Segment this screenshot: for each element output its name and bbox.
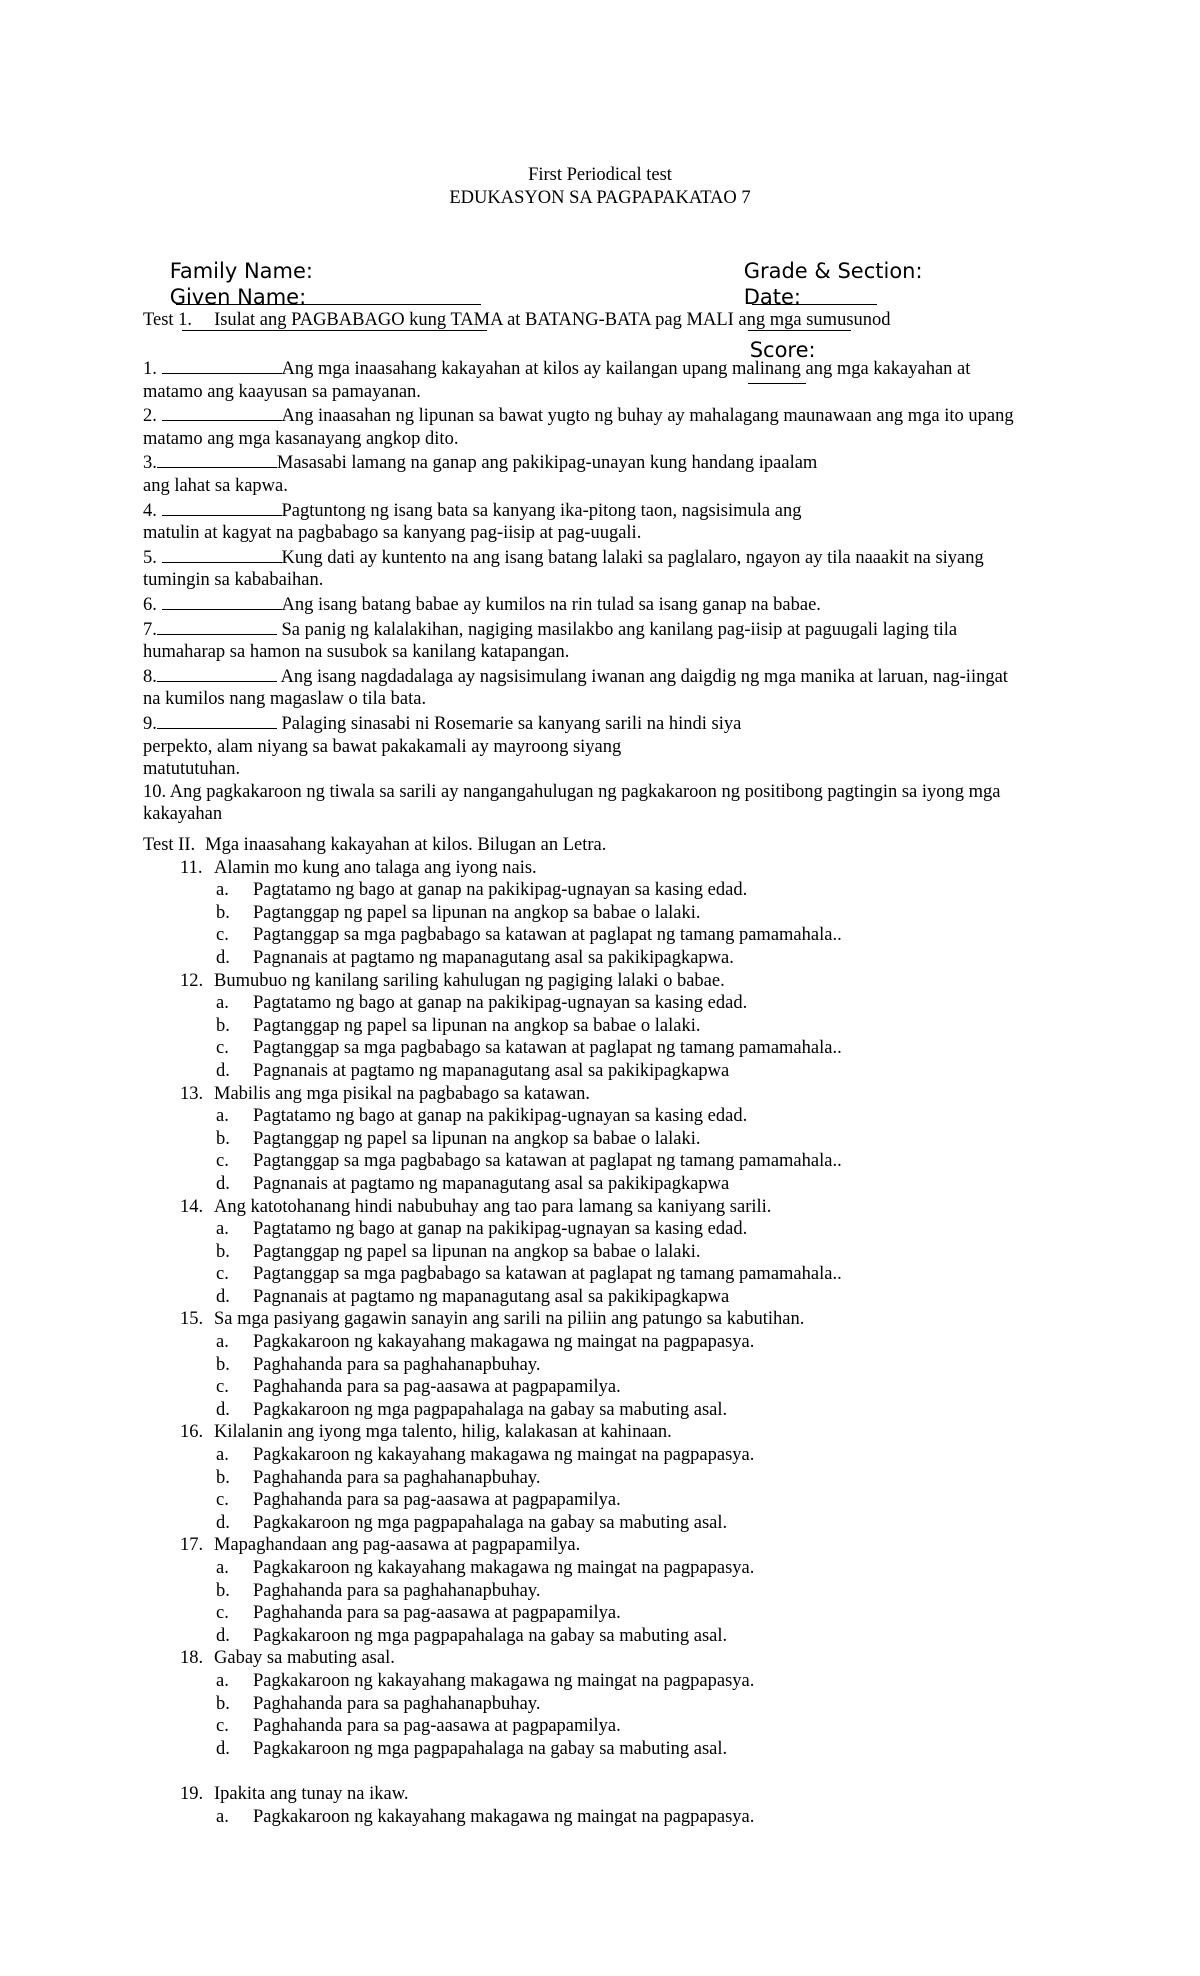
date-label: Date: [743,285,801,309]
option-letter: a. [216,1806,229,1827]
answer-option[interactable] [143,947,1063,970]
answer-option[interactable] [143,1467,1063,1490]
option-text: Pagtanggap ng papel sa lipunan na angkop sa babae o lalaki. [253,902,701,923]
option-text: Paghahanda para sa paghahanapbuhay. [253,1580,541,1601]
question-stem [143,1647,1063,1670]
item-text: Masasabi lamang na ganap ang pakikipag-unayan kung handang ipaalam [276,453,818,474]
answer-option[interactable] [143,1670,1063,1693]
question-number: 11. [180,857,203,878]
question [143,1308,1063,1421]
answer-option[interactable] [143,1150,1063,1173]
answer-option[interactable] [143,1218,1063,1241]
option-text: Pagnanais at pagtamo ng mapanagutang asal sa pakikipagkapwa [253,1286,730,1307]
answer-option[interactable] [143,1512,1063,1535]
test1-item-6 [143,592,1063,617]
option-letter: c. [216,1264,229,1285]
test2-section [143,834,1063,1828]
option-letter: d. [216,1512,230,1533]
option-text: Pagtanggap sa mga pagbabago sa katawan at paglapat ng tamang pamamahala.. [253,1151,842,1172]
option-text: Pagnanais at pagtamo ng mapanagutang asal sa pakikipagkapwa. [253,947,734,968]
option-letter: b. [216,1015,230,1036]
answer-option[interactable] [143,924,1063,947]
answer-blank [162,545,282,563]
exam-subject: EDUKASYON SA PAGPAPAKATAO 7 [449,188,751,208]
item-text: Kung dati ay kuntento na ang isang batang lalaki sa paglalaro, ngayon ay tila naaakit na siyang [281,547,984,568]
question [143,857,1063,970]
answer-blank [162,498,282,516]
item-number: 3. [143,453,157,474]
test1-item-10 [143,781,1063,826]
question-number: 14. [180,1196,204,1217]
option-letter: a. [216,1219,229,1240]
option-letter: b. [216,1128,230,1149]
option-text: Paghahanda para sa pag-aasawa at pagpapamilya. [253,1603,621,1624]
item-number: 6. [143,594,157,615]
option-text: Paghahanda para sa paghahanapbuhay. [253,1693,541,1714]
question [143,1534,1063,1647]
test2-label: Test II. [143,835,196,855]
option-text: Pagtatamo ng bago at ganap na pakikipag-ugnayan sa kasing edad. [253,1106,748,1127]
test2-instruction: Mga inaasahang kakayahan at kilos. Bilugan an Letra. [205,835,607,855]
test1-item-2 [143,403,1063,450]
test1-item-8 [143,664,1063,711]
test1-item-9 [143,711,1063,781]
question-number: 19. [180,1783,204,1804]
item-number: 8. [143,666,157,687]
option-letter: b. [216,1241,230,1262]
question-text: Gabay sa mabuting asal. [214,1648,395,1669]
item-text: Ang mga inaasahang kakayahan at kilos ay kailangan upang malinang ang mga kakayahan at [281,359,971,379]
option-text: Pagkakaroon ng kakayahang makagawa ng maingat na pagpapasya. [253,1558,755,1578]
item-text: matututuhan. [143,759,241,780]
question [143,970,1063,1083]
question-number: 17. [180,1535,204,1556]
question [143,1421,1063,1534]
answer-blank [157,664,277,682]
item-number: 7. [143,619,157,640]
question-stem [143,1083,1063,1106]
question [143,1783,1063,1828]
answer-option[interactable] [143,1399,1063,1422]
option-letter: d. [216,1399,230,1420]
answer-blank [162,403,282,421]
question [143,1083,1063,1196]
option-text: Paghahanda para sa pag-aasawa at pagpapamilya. [253,1490,621,1511]
question-stem [143,1308,1063,1331]
question-stem [143,1534,1063,1557]
option-letter: b. [216,1580,230,1601]
score-label: Score: [749,338,816,362]
option-letter: a. [216,993,229,1014]
answer-option[interactable] [143,1286,1063,1309]
question-text: Mapaghandaan ang pag-aasawa at pagpapamilya. [214,1535,581,1556]
option-text: Paghahanda para sa paghahanapbuhay. [253,1467,541,1488]
option-text: Pagkakaroon ng mga pagpapahalaga na gabay sa mabuting asal. [253,1512,728,1533]
question-text: Alamin mo kung ano talaga ang iyong nais. [214,857,537,878]
answer-option[interactable] [143,992,1063,1015]
question-text: Bumubuo ng kanilang sariling kahulugan ng pagiging lalaki o babae. [214,970,725,991]
item-text: na kumilos nang magaslaw o tila bata. [143,689,427,710]
answer-option[interactable] [143,1331,1063,1354]
answer-option[interactable] [143,1580,1063,1603]
item-text: matamo ang mga kasanayang angkop dito. [143,428,459,449]
test1-item-4 [143,498,1063,545]
option-text: Pagkakaroon ng kakayahang makagawa ng maingat na pagpapasya. [253,1445,755,1466]
item-text: Palaging sinasabi ni Rosemarie sa kanyang sarili na hindi siya [276,713,742,734]
option-text: Pagkakaroon ng kakayahang makagawa ng maingat na pagpapasya. [253,1670,755,1691]
option-letter: c. [216,1377,229,1398]
item-text: ang lahat sa kapwa. [143,475,288,496]
question-stem [143,1421,1063,1444]
answer-option[interactable] [143,1489,1063,1512]
test1-item-7 [143,617,1063,664]
answer-option[interactable] [143,1376,1063,1399]
question-text: Sa mga pasiyang gagawin sanayin ang sarili na piliin ang patungo sa kabutihan. [214,1309,805,1330]
item-text: Ang isang batang babae ay kumilos na rin tulad sa isang ganap na babae. [281,594,821,615]
family-name-label: Family Name: [169,259,313,283]
option-text: Pagtanggap ng papel sa lipunan na angkop sa babae o lalaki. [253,1015,701,1036]
item-text: Pagtuntong ng isang bata sa kanyang ika-pitong taon, nagsisimula ang [281,500,802,521]
option-letter: a. [216,1670,229,1691]
item-number: 1. [143,359,157,379]
question-text: Ang katotohanang hindi nabubuhay ang tao para lamang sa kaniyang sarili. [214,1196,772,1217]
item-number: 9. [143,713,157,734]
answer-option[interactable] [143,1557,1063,1580]
option-text: Pagkakaroon ng kakayahang makagawa ng maingat na pagpapasya. [253,1806,755,1827]
option-letter: d. [216,1060,230,1081]
option-letter: d. [216,1738,230,1759]
question-stem [143,857,1063,880]
option-letter: d. [216,1173,230,1194]
option-letter: c. [216,1490,229,1511]
option-text: Paghahanda para sa pag-aasawa at pagpapamilya. [253,1716,621,1737]
answer-blank [157,711,277,729]
option-letter: c. [216,1151,229,1172]
item-text: perpekto, alam niyang sa bawat pakakamali ay mayroong siyang [143,736,622,757]
option-text: Pagkakaroon ng kakayahang makagawa ng maingat na pagpapasya. [253,1332,755,1353]
option-letter: a. [216,1558,229,1578]
option-text: Pagtanggap sa mga pagbabago sa katawan at paglapat ng tamang pamamahala.. [253,1038,842,1059]
option-letter: c. [216,925,229,946]
option-letter: b. [216,1467,230,1488]
option-text: Paghahanda para sa paghahanapbuhay. [253,1354,541,1375]
question [143,1196,1063,1309]
item-text: Ang isang nagdadalaga ay nagsisimulang iwanan ang daigdig ng mga manika at laruan, nag-iingat [276,666,1008,687]
option-text: Pagnanais at pagtamo ng mapanagutang asal sa pakikipagkapwa [253,1060,730,1081]
question-stem [143,1783,1063,1806]
question-number: 15. [180,1309,204,1330]
option-letter: c. [216,1603,229,1624]
answer-option[interactable] [143,1715,1063,1738]
question-list [143,857,1063,1829]
question-text: Ipakita ang tunay na ikaw. [214,1783,409,1804]
answer-option[interactable] [143,1444,1063,1467]
question-number: 18. [180,1648,204,1669]
answer-option[interactable] [143,1015,1063,1038]
answer-option[interactable] [143,1738,1063,1761]
option-letter: b. [216,902,230,923]
question-number: 13. [180,1083,204,1104]
answer-option[interactable] [143,1625,1063,1648]
answer-option[interactable] [143,1037,1063,1060]
answer-option[interactable] [143,1173,1063,1196]
option-text: Pagtanggap sa mga pagbabago sa katawan at paglapat ng tamang pamamahala.. [253,925,842,946]
option-text: Pagnanais at pagtamo ng mapanagutang asal sa pakikipagkapwa [253,1173,730,1194]
answer-option[interactable] [143,1602,1063,1625]
answer-option[interactable] [143,1060,1063,1083]
test2-heading [143,834,1063,857]
test1-item-1 [143,356,1063,403]
option-letter: a. [216,1332,229,1353]
exam-title: First Periodical test [528,165,672,185]
item-number: 2. [143,406,157,427]
option-letter: c. [216,1716,229,1737]
test1-label: Test 1. [143,310,193,330]
option-letter: a. [216,1445,229,1466]
option-letter: a. [216,880,229,901]
answer-option[interactable] [143,1806,1063,1829]
option-text: Pagkakaroon ng mga pagpapahalaga na gabay sa mabuting asal. [253,1625,728,1646]
item-text: 10. Ang pagkakaroon ng tiwala sa sarili ay nangangahulugan ng pagkakaroon ng positibong pagtingin sa iyong mga [143,781,1001,802]
option-text: Pagtatamo ng bago at ganap na pakikipag-ugnayan sa kasing edad. [253,880,748,901]
option-letter: d. [216,1625,230,1646]
option-text: Pagtatamo ng bago at ganap na pakikipag-ugnayan sa kasing edad. [253,1219,748,1240]
test1-heading [143,309,891,332]
spacer [143,1760,1063,1783]
item-number: 4. [143,500,157,521]
answer-blank [162,592,282,610]
item-text: tumingin sa kababaihan. [143,570,324,591]
answer-blank [162,356,282,374]
option-text: Paghahanda para sa pag-aasawa at pagpapamilya. [253,1377,621,1398]
option-letter: b. [216,1354,230,1375]
option-text: Pagtanggap ng papel sa lipunan na angkop sa babae o lalaki. [253,1241,701,1262]
option-letter: a. [216,1106,229,1127]
answer-option[interactable] [143,1105,1063,1128]
answer-option[interactable] [143,1693,1063,1716]
item-text: matulin at kagyat na pagbabago sa kanyang pag-iisip at pag-uugali. [143,523,642,544]
test1-item-3 [143,450,1063,497]
item-text: humaharap sa hamon na susubok sa kanilang katapangan. [143,642,570,663]
item-text: kakayahan [143,804,223,825]
item-text: matamo ang kaayusan sa pamayanan. [143,381,421,402]
question-number: 16. [180,1422,204,1443]
option-text: Pagkakaroon ng mga pagpapahalaga na gabay sa mabuting asal. [253,1738,728,1759]
grade-section-label: Grade & Section: [743,259,923,283]
option-letter: b. [216,1693,230,1714]
option-text: Pagkakaroon ng mga pagpapahalaga na gabay sa mabuting asal. [253,1399,728,1420]
item-text: Sa panig ng kalalakihan, nagiging masilakbo ang kanilang pag-iisip at paguugali laging tila [276,619,958,640]
answer-option[interactable] [143,1354,1063,1377]
answer-option[interactable] [143,1128,1063,1151]
test1-items [143,356,1063,826]
question [143,1647,1063,1760]
option-text: Pagtatamo ng bago at ganap na pakikipag-ugnayan sa kasing edad. [253,993,748,1014]
option-letter: d. [216,1286,230,1307]
question-stem [143,1196,1063,1219]
question-number: 12. [180,970,204,991]
question-text: Kilalanin ang iyong mga talento, hilig, kalakasan at kahinaan. [214,1422,672,1443]
question-stem [143,970,1063,993]
option-text: Pagtanggap sa mga pagbabago sa katawan at paglapat ng tamang pamamahala.. [253,1264,842,1285]
option-letter: d. [216,947,230,968]
given-name-label: Given Name: [169,285,307,309]
answer-option[interactable] [143,1241,1063,1264]
item-number: 5. [143,547,157,568]
option-text: Pagtanggap ng papel sa lipunan na angkop sa babae o lalaki. [253,1128,701,1149]
test1-item-5 [143,545,1063,592]
answer-option[interactable] [143,902,1063,925]
answer-option[interactable] [143,1263,1063,1286]
answer-option[interactable] [143,879,1063,902]
answer-blank [157,450,277,468]
answer-blank [157,617,277,635]
item-text: Ang inaasahan ng lipunan sa bawat yugto ng buhay ay mahalagang maunawaan ang mga ito upang [281,406,1014,427]
question-text: Mabilis ang mga pisikal na pagbabago sa katawan. [214,1083,591,1104]
option-letter: c. [216,1038,229,1059]
test1-instruction: Isulat ang PAGBABAGO kung TAMA at BATANG-BATA pag MALI ang mga sumusunod [214,310,891,330]
